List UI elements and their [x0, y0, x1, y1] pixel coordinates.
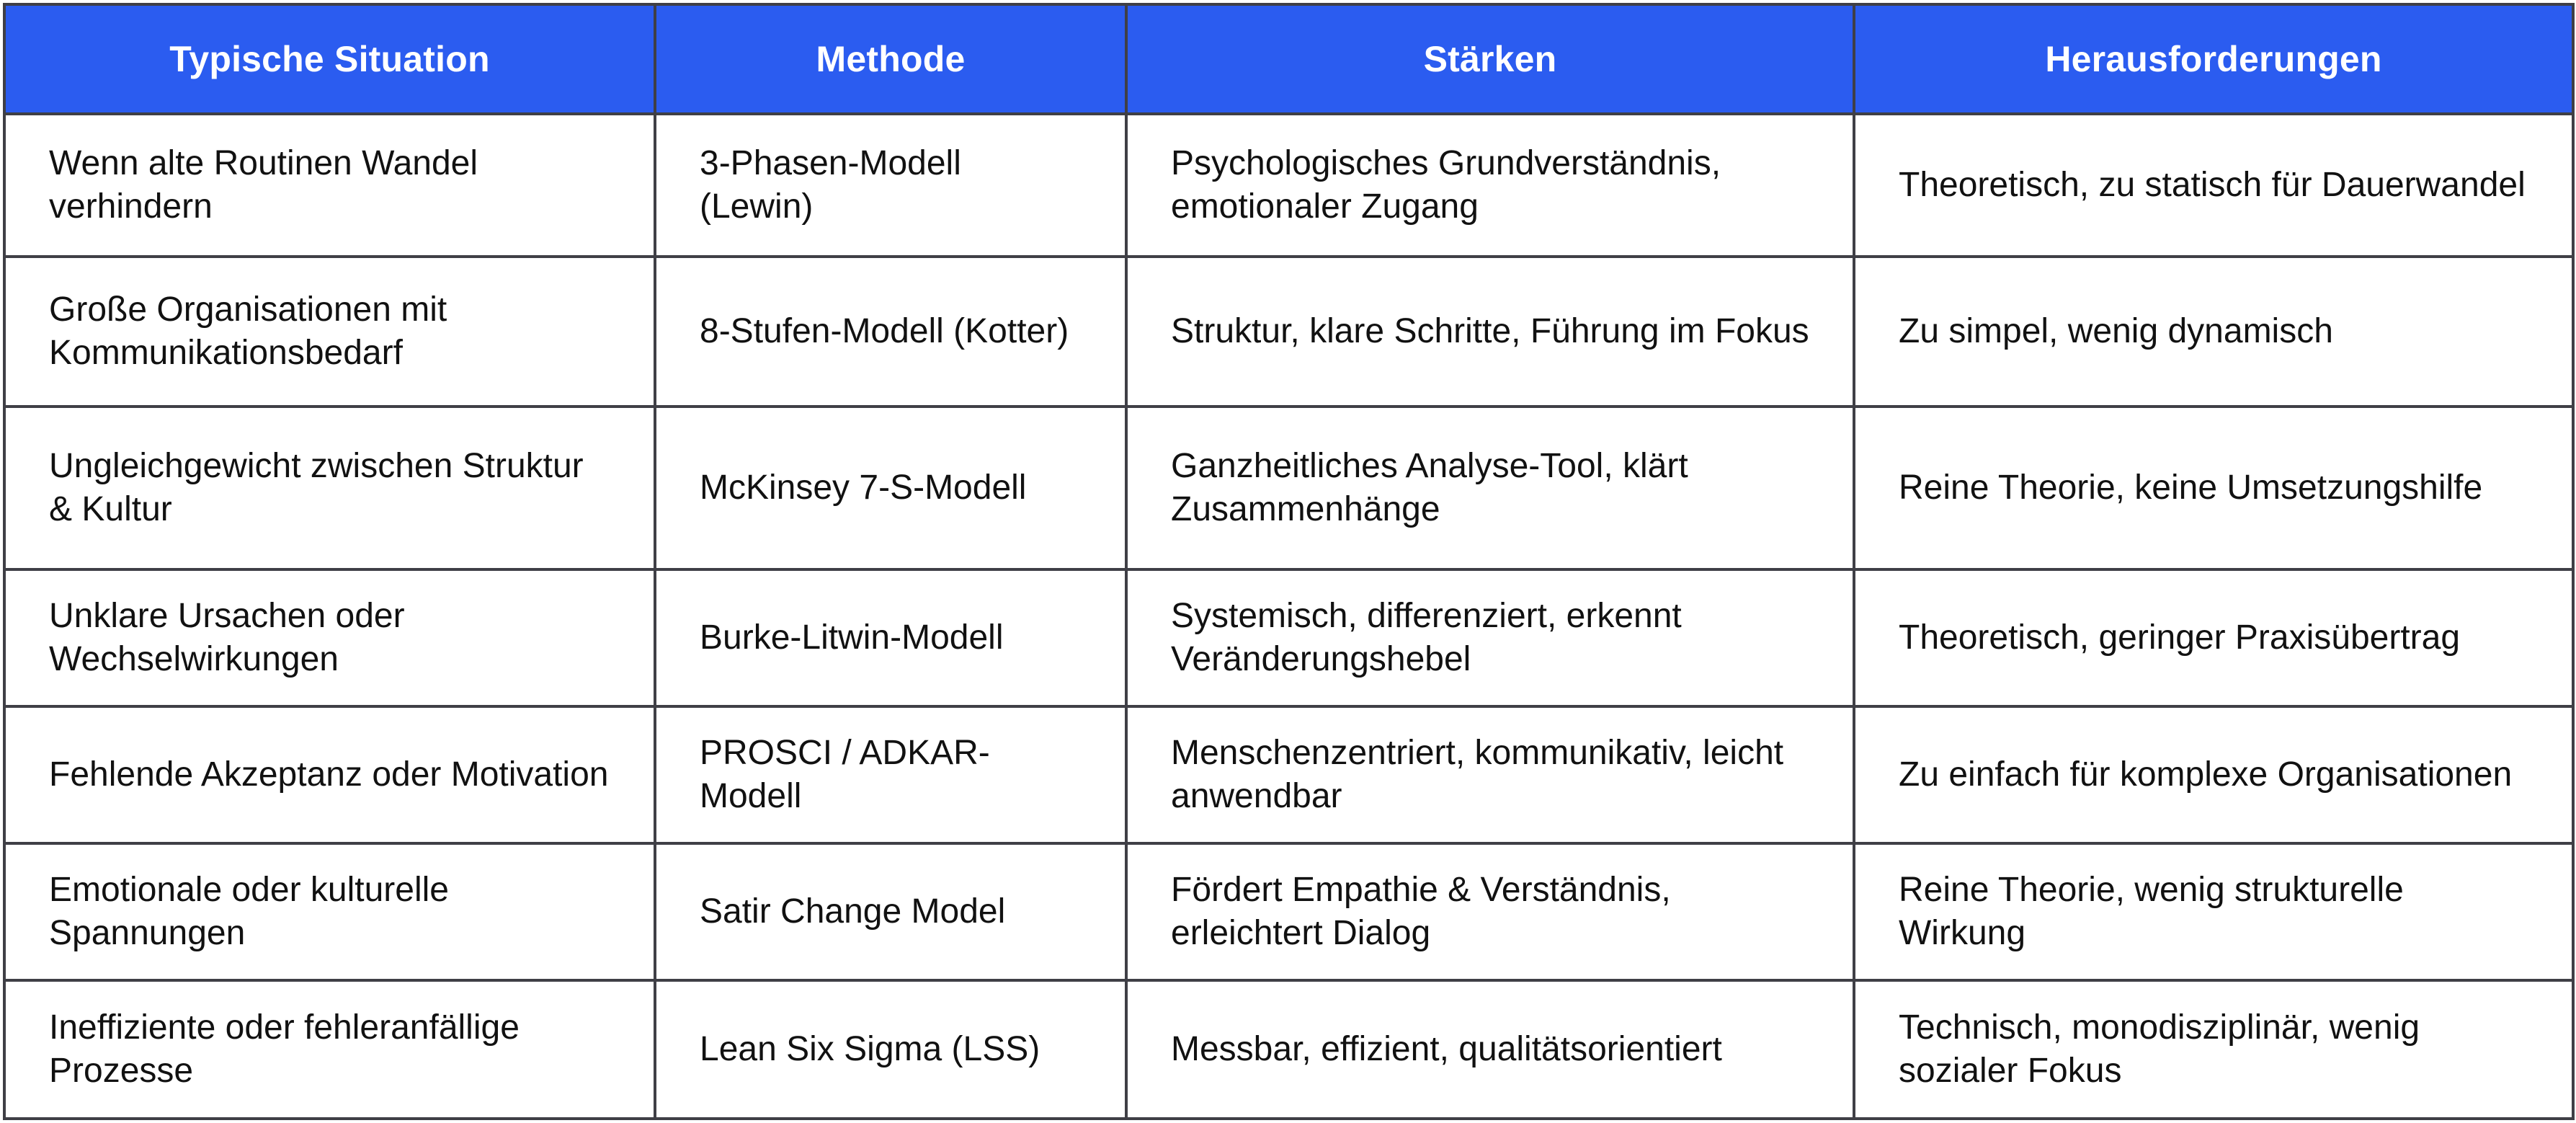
cell-method: Lean Six Sigma (LSS) — [655, 980, 1126, 1119]
table-row — [4, 257, 2573, 407]
cell-method: 3-Phasen-Modell (Lewin) — [655, 114, 1126, 257]
table-row — [4, 407, 2573, 569]
cell-strengths: Psychologisches Grundverständnis, emotionaler Zugang — [1126, 114, 1854, 257]
cell-challenges: Technisch, monodisziplinär, wenig sozialer Fokus — [1854, 980, 2573, 1119]
cell-strengths: Messbar, effizient, qualitätsorientiert — [1126, 980, 1854, 1119]
column-header-situation: Typische Situation — [4, 4, 655, 114]
cell-situation: Ineffiziente oder fehleranfällige Prozesse — [4, 980, 655, 1119]
table-row — [4, 980, 2573, 1119]
cell-method: Burke-Litwin-Modell — [655, 569, 1126, 706]
cell-challenges: Reine Theorie, keine Umsetzungshilfe — [1854, 407, 2573, 569]
cell-situation: Emotionale oder kulturelle Spannungen — [4, 843, 655, 980]
cell-challenges: Reine Theorie, wenig strukturelle Wirkung — [1854, 843, 2573, 980]
column-header-method: Methode — [655, 4, 1126, 114]
cell-challenges: Theoretisch, geringer Praxisübertrag — [1854, 569, 2573, 706]
table-header-row — [4, 4, 2573, 114]
table-row — [4, 843, 2573, 980]
cell-challenges: Zu einfach für komplexe Organisationen — [1854, 706, 2573, 843]
change-methods-table — [3, 3, 2575, 1120]
cell-strengths: Systemisch, differenziert, erkennt Veränderungshebel — [1126, 569, 1854, 706]
cell-method: McKinsey 7-S-Modell — [655, 407, 1126, 569]
table-row — [4, 706, 2573, 843]
cell-situation: Wenn alte Routinen Wandel verhindern — [4, 114, 655, 257]
cell-situation: Große Organisationen mit Kommunikationsbedarf — [4, 257, 655, 407]
table-row — [4, 114, 2573, 257]
cell-challenges: Theoretisch, zu statisch für Dauerwandel — [1854, 114, 2573, 257]
cell-method: PROSCI / ADKAR-Modell — [655, 706, 1126, 843]
comparison-table-container — [3, 3, 2572, 1117]
column-header-challenges: Herausforderungen — [1854, 4, 2573, 114]
cell-challenges: Zu simpel, wenig dynamisch — [1854, 257, 2573, 407]
cell-method: 8-Stufen-Modell (Kotter) — [655, 257, 1126, 407]
column-header-strengths: Stärken — [1126, 4, 1854, 114]
cell-strengths: Fördert Empathie & Verständnis, erleichtert Dialog — [1126, 843, 1854, 980]
cell-situation: Unklare Ursachen oder Wechselwirkungen — [4, 569, 655, 706]
cell-method: Satir Change Model — [655, 843, 1126, 980]
cell-situation: Ungleichgewicht zwischen Struktur & Kultur — [4, 407, 655, 569]
table-row — [4, 569, 2573, 706]
cell-strengths: Struktur, klare Schritte, Führung im Fokus — [1126, 257, 1854, 407]
cell-strengths: Ganzheitliches Analyse-Tool, klärt Zusammenhänge — [1126, 407, 1854, 569]
cell-situation: Fehlende Akzeptanz oder Motivation — [4, 706, 655, 843]
cell-strengths: Menschenzentriert, kommunikativ, leicht anwendbar — [1126, 706, 1854, 843]
